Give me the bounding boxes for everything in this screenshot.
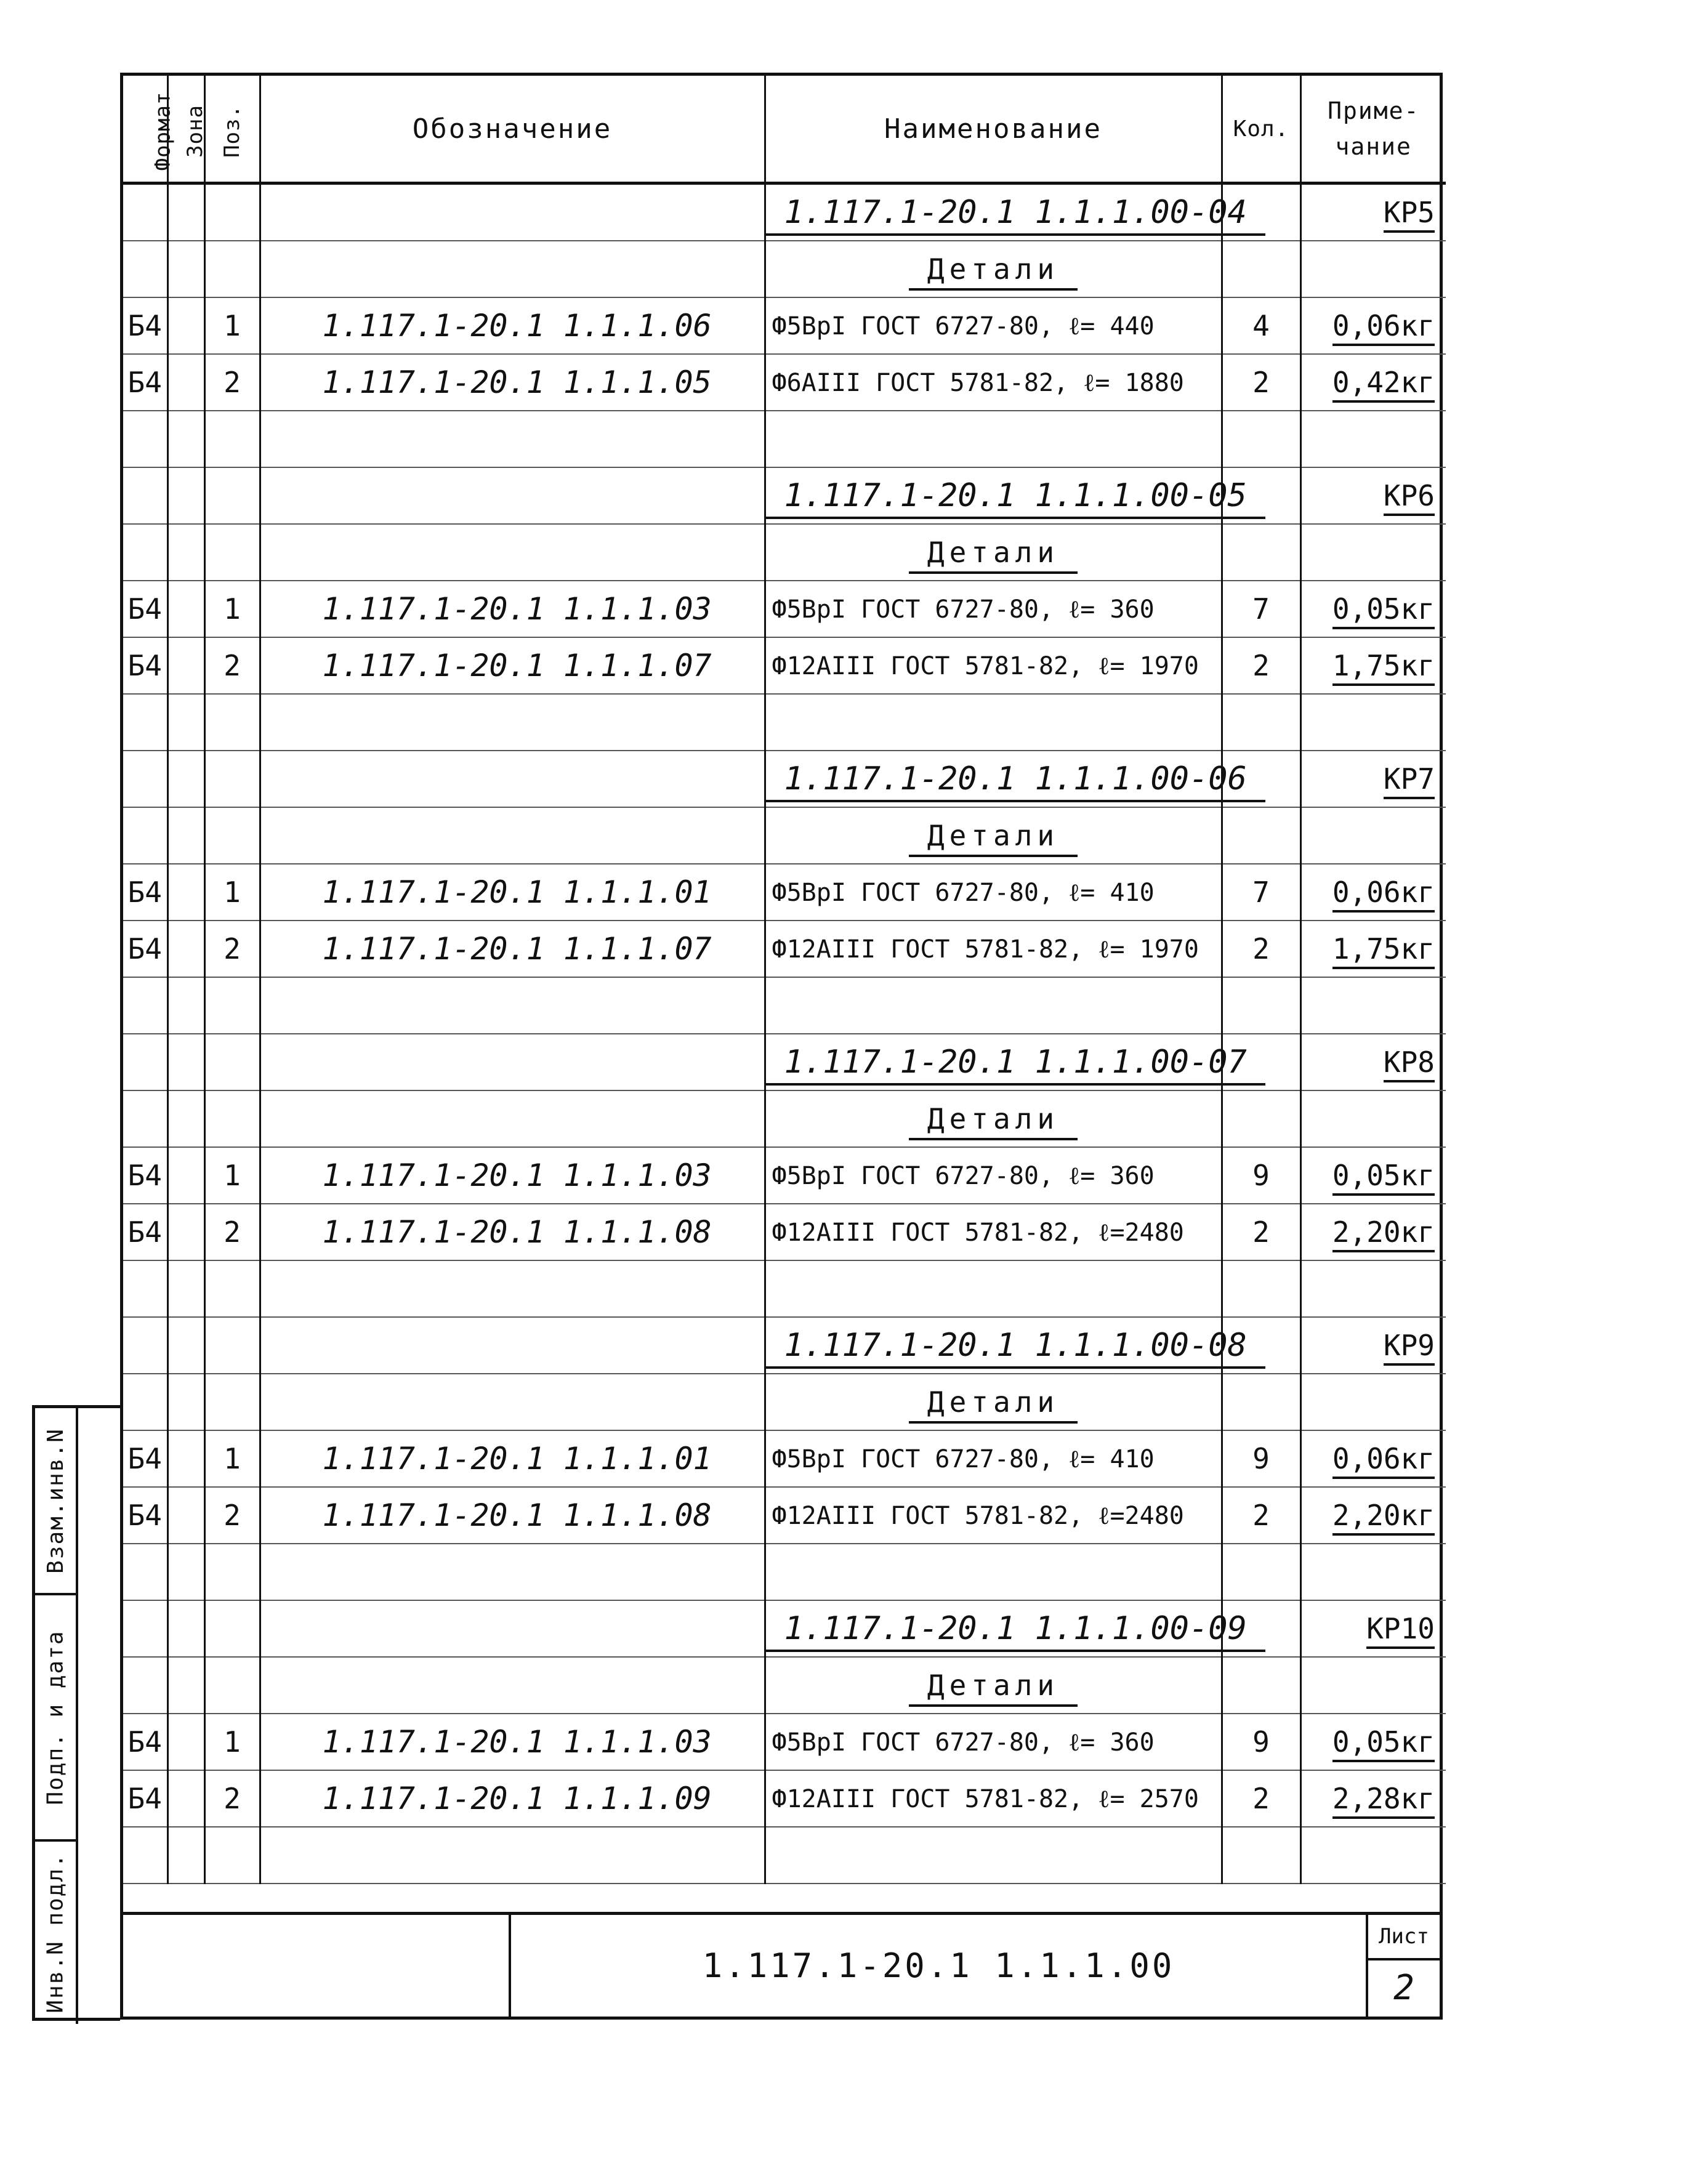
cell-empty xyxy=(123,1827,167,1884)
cell-note-text: 2,20кг xyxy=(1332,1499,1435,1536)
cell-qty: 2 xyxy=(1222,1770,1300,1827)
side-stamp-podp-label: Подп. и дата xyxy=(42,1629,68,1805)
cell-assembly-title-text: 1.117.1-20.1 1.1.1.00-06 xyxy=(766,760,1265,802)
table-row-title xyxy=(123,751,1446,807)
cell-empty xyxy=(204,1544,260,1600)
cell-designation xyxy=(260,467,765,524)
cell-format: Б4 xyxy=(123,1430,167,1487)
cell-format xyxy=(123,807,167,864)
cell-note xyxy=(1300,1487,1446,1544)
cell-note xyxy=(1300,524,1446,581)
cell-qty: 2 xyxy=(1222,1487,1300,1544)
cell-note-text: 0,06кг xyxy=(1332,1442,1435,1479)
cell-empty xyxy=(204,694,260,751)
cell-designation: 1.117.1-20.1 1.1.1.08 xyxy=(260,1204,765,1260)
cell-designation: 1.117.1-20.1 1.1.1.01 xyxy=(260,1430,765,1487)
cell-note-text: 0,06кг xyxy=(1332,309,1435,346)
cell-format xyxy=(123,524,167,581)
cell-pos xyxy=(204,1600,260,1657)
cell-pos: 2 xyxy=(204,1204,260,1260)
cell-section-heading-text: Детали xyxy=(909,1669,1078,1707)
cell-name: Ф5ВрI ГОСТ 6727-80, ℓ= 410 xyxy=(765,864,1222,921)
cell-format xyxy=(123,1034,167,1090)
cell-empty xyxy=(260,1260,765,1317)
cell-section-heading xyxy=(765,807,1222,864)
cell-empty xyxy=(204,411,260,467)
cell-format: Б4 xyxy=(123,864,167,921)
cell-note xyxy=(1300,1090,1446,1147)
cell-format xyxy=(123,1600,167,1657)
cell-pos xyxy=(204,241,260,297)
cell-assembly-title xyxy=(765,183,1247,241)
cell-format: Б4 xyxy=(123,921,167,977)
cell-format: Б4 xyxy=(123,581,167,637)
cell-empty xyxy=(765,1827,1222,1884)
cell-section-heading xyxy=(765,1657,1222,1714)
cell-format: Б4 xyxy=(123,637,167,694)
cell-format: Б4 xyxy=(123,1204,167,1260)
cell-name: Ф5ВрI ГОСТ 6727-80, ℓ= 360 xyxy=(765,1714,1222,1770)
cell-zone xyxy=(167,354,204,411)
cell-empty xyxy=(765,1260,1222,1317)
cell-note-text: 0,05кг xyxy=(1332,592,1435,629)
cell-section-heading xyxy=(765,241,1222,297)
cell-empty xyxy=(204,1260,260,1317)
cell-empty xyxy=(204,1827,260,1884)
cell-empty xyxy=(765,1544,1222,1600)
cell-designation: 1.117.1-20.1 1.1.1.07 xyxy=(260,637,765,694)
cell-pos xyxy=(204,1657,260,1714)
table-row-empty xyxy=(123,1260,1446,1317)
cell-assembly-title-text: 1.117.1-20.1 1.1.1.00-05 xyxy=(766,477,1265,519)
cell-qty xyxy=(1222,807,1300,864)
cell-empty xyxy=(260,977,765,1034)
document-code: 1.117.1-20.1 1.1.1.00 xyxy=(702,1946,1175,1985)
cell-empty xyxy=(1300,977,1446,1034)
cell-zone xyxy=(167,241,204,297)
sheet-box xyxy=(1366,1915,1440,2017)
cell-note-text: 0,06кг xyxy=(1332,876,1435,913)
title-block xyxy=(123,1912,1440,2017)
cell-note xyxy=(1300,1317,1446,1374)
cell-zone xyxy=(167,751,204,807)
cell-designation xyxy=(260,751,765,807)
header-designation: Обозначение xyxy=(260,76,765,183)
cell-assembly-title-text: 1.117.1-20.1 1.1.1.00-04 xyxy=(766,194,1265,236)
table-row-item xyxy=(123,1430,1446,1487)
cell-section-heading-text: Детали xyxy=(909,1102,1078,1140)
cell-format: Б4 xyxy=(123,1147,167,1204)
cell-zone xyxy=(167,581,204,637)
cell-empty xyxy=(765,411,1222,467)
cell-empty xyxy=(1300,1544,1446,1600)
cell-zone xyxy=(167,1487,204,1544)
cell-designation xyxy=(260,1374,765,1430)
cell-format: Б4 xyxy=(123,1487,167,1544)
cell-pos: 1 xyxy=(204,581,260,637)
cell-zone xyxy=(167,1034,204,1090)
cell-assembly-title-text: 1.117.1-20.1 1.1.1.00-07 xyxy=(766,1044,1265,1086)
cell-empty xyxy=(765,977,1222,1034)
cell-format xyxy=(123,751,167,807)
cell-note xyxy=(1300,354,1446,411)
cell-designation xyxy=(260,524,765,581)
table-row-empty xyxy=(123,977,1446,1034)
cell-section-heading-text: Детали xyxy=(909,1385,1078,1424)
sheet-label: Лист xyxy=(1368,1915,1440,1960)
cell-empty xyxy=(167,694,204,751)
cell-designation: 1.117.1-20.1 1.1.1.01 xyxy=(260,864,765,921)
cell-assembly-title xyxy=(765,467,1247,524)
table-row-item xyxy=(123,1770,1446,1827)
cell-designation xyxy=(260,1034,765,1090)
cell-note-text: КР10 xyxy=(1366,1612,1435,1649)
table-row-section xyxy=(123,1090,1446,1147)
header-name: Наименование xyxy=(765,76,1222,183)
cell-zone xyxy=(167,1770,204,1827)
cell-note-text: 0,05кг xyxy=(1332,1725,1435,1762)
cell-name: Ф5ВрI ГОСТ 6727-80, ℓ= 360 xyxy=(765,1147,1222,1204)
cell-note xyxy=(1300,1430,1446,1487)
cell-zone xyxy=(167,807,204,864)
cell-section-heading xyxy=(765,524,1222,581)
cell-note-text: КР9 xyxy=(1384,1329,1435,1366)
cell-empty xyxy=(260,411,765,467)
cell-note-text: 0,42кг xyxy=(1332,366,1435,403)
cell-section-heading-text: Детали xyxy=(909,536,1078,574)
cell-section-heading-text: Детали xyxy=(909,252,1078,291)
cell-qty xyxy=(1222,1090,1300,1147)
header-qty: Кол. xyxy=(1222,76,1300,183)
cell-pos: 2 xyxy=(204,354,260,411)
cell-name: Ф5ВрI ГОСТ 6727-80, ℓ= 440 xyxy=(765,297,1222,354)
table-row-title xyxy=(123,1034,1446,1090)
cell-designation xyxy=(260,1317,765,1374)
cell-zone xyxy=(167,921,204,977)
cell-note xyxy=(1300,637,1446,694)
cell-empty xyxy=(1222,1544,1300,1600)
cell-zone xyxy=(167,1317,204,1374)
cell-designation: 1.117.1-20.1 1.1.1.05 xyxy=(260,354,765,411)
cell-pos: 2 xyxy=(204,1770,260,1827)
cell-designation xyxy=(260,1600,765,1657)
cell-note xyxy=(1300,751,1446,807)
table-row-item xyxy=(123,1714,1446,1770)
cell-note xyxy=(1300,864,1446,921)
cell-empty xyxy=(260,1544,765,1600)
cell-name: Ф5ВрI ГОСТ 6727-80, ℓ= 360 xyxy=(765,581,1222,637)
table-row-section xyxy=(123,807,1446,864)
title-block-left-cell xyxy=(123,1915,511,2017)
table-row-empty xyxy=(123,1544,1446,1600)
cell-name: Ф12АIII ГОСТ 5781-82, ℓ= 1970 xyxy=(765,921,1222,977)
cell-pos: 1 xyxy=(204,1147,260,1204)
cell-qty xyxy=(1222,241,1300,297)
cell-empty xyxy=(167,411,204,467)
table-row-item xyxy=(123,637,1446,694)
cell-format xyxy=(123,1317,167,1374)
cell-pos xyxy=(204,183,260,241)
cell-note xyxy=(1300,1657,1446,1714)
cell-format: Б4 xyxy=(123,297,167,354)
cell-qty: 9 xyxy=(1222,1147,1300,1204)
table-row-title xyxy=(123,1600,1446,1657)
cell-qty: 7 xyxy=(1222,581,1300,637)
cell-note xyxy=(1300,581,1446,637)
side-stamp-inv-label: Инв.N подл. xyxy=(42,1852,68,2013)
cell-designation: 1.117.1-20.1 1.1.1.07 xyxy=(260,921,765,977)
side-stamp xyxy=(32,1405,120,2021)
cell-name: Ф5ВрI ГОСТ 6727-80, ℓ= 410 xyxy=(765,1430,1222,1487)
cell-assembly-title-text: 1.117.1-20.1 1.1.1.00-09 xyxy=(766,1610,1265,1652)
cell-designation xyxy=(260,807,765,864)
cell-qty xyxy=(1222,524,1300,581)
cell-pos: 2 xyxy=(204,637,260,694)
table-header-row xyxy=(123,76,1446,183)
cell-note xyxy=(1300,1204,1446,1260)
table-row-title xyxy=(123,1317,1446,1374)
table-row-item xyxy=(123,354,1446,411)
cell-section-heading xyxy=(765,1090,1222,1147)
cell-zone xyxy=(167,1204,204,1260)
cell-designation: 1.117.1-20.1 1.1.1.06 xyxy=(260,297,765,354)
cell-empty xyxy=(1222,1827,1300,1884)
cell-pos: 1 xyxy=(204,864,260,921)
cell-pos xyxy=(204,1090,260,1147)
table-row-section xyxy=(123,1657,1446,1714)
cell-pos xyxy=(204,751,260,807)
cell-note-text: КР8 xyxy=(1384,1046,1435,1082)
cell-designation xyxy=(260,183,765,241)
cell-empty xyxy=(167,1544,204,1600)
cell-note xyxy=(1300,1770,1446,1827)
cell-empty xyxy=(1222,977,1300,1034)
cell-format xyxy=(123,1090,167,1147)
cell-note xyxy=(1300,807,1446,864)
cell-section-heading xyxy=(765,1374,1222,1430)
table-row-title xyxy=(123,183,1446,241)
cell-note xyxy=(1300,183,1446,241)
header-pos: Поз. xyxy=(204,76,260,183)
cell-format xyxy=(123,241,167,297)
cell-empty xyxy=(1300,694,1446,751)
cell-note xyxy=(1300,921,1446,977)
cell-qty: 2 xyxy=(1222,1204,1300,1260)
cell-pos xyxy=(204,524,260,581)
cell-qty: 9 xyxy=(1222,1430,1300,1487)
table-row-empty xyxy=(123,694,1446,751)
cell-zone xyxy=(167,1147,204,1204)
cell-qty: 4 xyxy=(1222,297,1300,354)
cell-zone xyxy=(167,1090,204,1147)
cell-format xyxy=(123,1657,167,1714)
table-row-title xyxy=(123,467,1446,524)
cell-empty xyxy=(765,694,1222,751)
cell-note-text: КР7 xyxy=(1384,762,1435,799)
cell-zone xyxy=(167,183,204,241)
cell-name: Ф12АIII ГОСТ 5781-82, ℓ=2480 xyxy=(765,1487,1222,1544)
cell-note xyxy=(1300,1714,1446,1770)
cell-designation: 1.117.1-20.1 1.1.1.03 xyxy=(260,1147,765,1204)
cell-zone xyxy=(167,524,204,581)
cell-zone xyxy=(167,467,204,524)
cell-note xyxy=(1300,1147,1446,1204)
cell-empty xyxy=(123,694,167,751)
cell-assembly-title-text: 1.117.1-20.1 1.1.1.00-08 xyxy=(766,1327,1265,1369)
cell-name: Ф12АIII ГОСТ 5781-82, ℓ= 1970 xyxy=(765,637,1222,694)
cell-format xyxy=(123,1374,167,1430)
cell-pos xyxy=(204,1317,260,1374)
side-stamp-inv xyxy=(35,1839,78,2024)
cell-empty xyxy=(260,694,765,751)
cell-qty xyxy=(1222,1657,1300,1714)
cell-designation: 1.117.1-20.1 1.1.1.03 xyxy=(260,581,765,637)
sheet-number: 2 xyxy=(1393,1968,1414,2008)
table-row-empty xyxy=(123,411,1446,467)
cell-note-text: КР6 xyxy=(1384,479,1435,516)
cell-name: Ф6АIII ГОСТ 5781-82, ℓ= 1880 xyxy=(765,354,1222,411)
cell-zone xyxy=(167,1600,204,1657)
cell-note-text: КР5 xyxy=(1384,196,1435,233)
cell-note xyxy=(1300,1374,1446,1430)
header-zone: Зона xyxy=(167,76,204,183)
cell-note-text: 1,75кг xyxy=(1332,932,1435,969)
cell-zone xyxy=(167,637,204,694)
cell-zone xyxy=(167,1714,204,1770)
cell-empty xyxy=(1222,694,1300,751)
cell-empty xyxy=(167,977,204,1034)
cell-format xyxy=(123,467,167,524)
cell-note xyxy=(1300,1600,1446,1657)
cell-assembly-title xyxy=(765,1317,1247,1374)
header-note: Приме-чание xyxy=(1300,76,1446,183)
cell-empty xyxy=(123,977,167,1034)
cell-empty xyxy=(167,1827,204,1884)
cell-assembly-title xyxy=(765,1034,1247,1090)
specification-sheet xyxy=(120,73,1443,2020)
header-format: Формат xyxy=(123,76,167,183)
cell-pos: 2 xyxy=(204,1487,260,1544)
cell-note xyxy=(1300,241,1446,297)
cell-empty xyxy=(123,1544,167,1600)
cell-empty xyxy=(1222,411,1300,467)
table-row-empty xyxy=(123,1827,1446,1884)
cell-format xyxy=(123,183,167,241)
cell-pos: 1 xyxy=(204,1714,260,1770)
cell-empty xyxy=(260,1827,765,1884)
cell-note xyxy=(1300,1034,1446,1090)
cell-format: Б4 xyxy=(123,1770,167,1827)
table-row-item xyxy=(123,581,1446,637)
cell-zone xyxy=(167,1374,204,1430)
cell-qty: 7 xyxy=(1222,864,1300,921)
cell-designation xyxy=(260,1090,765,1147)
cell-designation: 1.117.1-20.1 1.1.1.03 xyxy=(260,1714,765,1770)
cell-empty xyxy=(1300,1827,1446,1884)
cell-note-text: 0,05кг xyxy=(1332,1159,1435,1196)
cell-zone xyxy=(167,864,204,921)
side-stamp-vzam xyxy=(35,1408,78,1593)
cell-pos xyxy=(204,1374,260,1430)
cell-note-text: 2,28кг xyxy=(1332,1782,1435,1819)
cell-zone xyxy=(167,297,204,354)
specification-table xyxy=(123,76,1446,1884)
cell-designation xyxy=(260,241,765,297)
cell-empty xyxy=(1300,411,1446,467)
cell-qty: 9 xyxy=(1222,1714,1300,1770)
cell-pos xyxy=(204,467,260,524)
cell-section-heading-text: Детали xyxy=(909,819,1078,857)
cell-assembly-title xyxy=(765,1600,1247,1657)
table-row-section xyxy=(123,524,1446,581)
cell-zone xyxy=(167,1657,204,1714)
cell-empty xyxy=(1300,1260,1446,1317)
table-row-item xyxy=(123,1487,1446,1544)
cell-pos xyxy=(204,807,260,864)
cell-note-text: 2,20кг xyxy=(1332,1215,1435,1252)
cell-name: Ф12АIII ГОСТ 5781-82, ℓ= 2570 xyxy=(765,1770,1222,1827)
table-row-item xyxy=(123,921,1446,977)
cell-pos: 1 xyxy=(204,297,260,354)
cell-pos: 2 xyxy=(204,921,260,977)
cell-format: Б4 xyxy=(123,1714,167,1770)
table-row-item xyxy=(123,1147,1446,1204)
cell-zone xyxy=(167,1430,204,1487)
cell-note-text: 1,75кг xyxy=(1332,649,1435,686)
table-row-section xyxy=(123,241,1446,297)
cell-assembly-title xyxy=(765,751,1247,807)
table-row-section xyxy=(123,1374,1446,1430)
side-stamp-vzam-label: Взам.инв.N xyxy=(42,1427,68,1574)
cell-note xyxy=(1300,297,1446,354)
cell-empty xyxy=(204,977,260,1034)
cell-pos: 1 xyxy=(204,1430,260,1487)
cell-pos xyxy=(204,1034,260,1090)
cell-name: Ф12АIII ГОСТ 5781-82, ℓ=2480 xyxy=(765,1204,1222,1260)
cell-empty xyxy=(1222,1260,1300,1317)
cell-designation: 1.117.1-20.1 1.1.1.09 xyxy=(260,1770,765,1827)
cell-qty: 2 xyxy=(1222,354,1300,411)
cell-format: Б4 xyxy=(123,354,167,411)
cell-qty: 2 xyxy=(1222,637,1300,694)
side-stamp-podp xyxy=(35,1593,78,1839)
cell-qty: 2 xyxy=(1222,921,1300,977)
cell-qty xyxy=(1222,1374,1300,1430)
table-row-item xyxy=(123,864,1446,921)
cell-empty xyxy=(123,1260,167,1317)
cell-empty xyxy=(167,1260,204,1317)
cell-note xyxy=(1300,467,1446,524)
table-row-item xyxy=(123,1204,1446,1260)
cell-designation xyxy=(260,1657,765,1714)
cell-designation: 1.117.1-20.1 1.1.1.08 xyxy=(260,1487,765,1544)
table-row-item xyxy=(123,297,1446,354)
cell-empty xyxy=(123,411,167,467)
